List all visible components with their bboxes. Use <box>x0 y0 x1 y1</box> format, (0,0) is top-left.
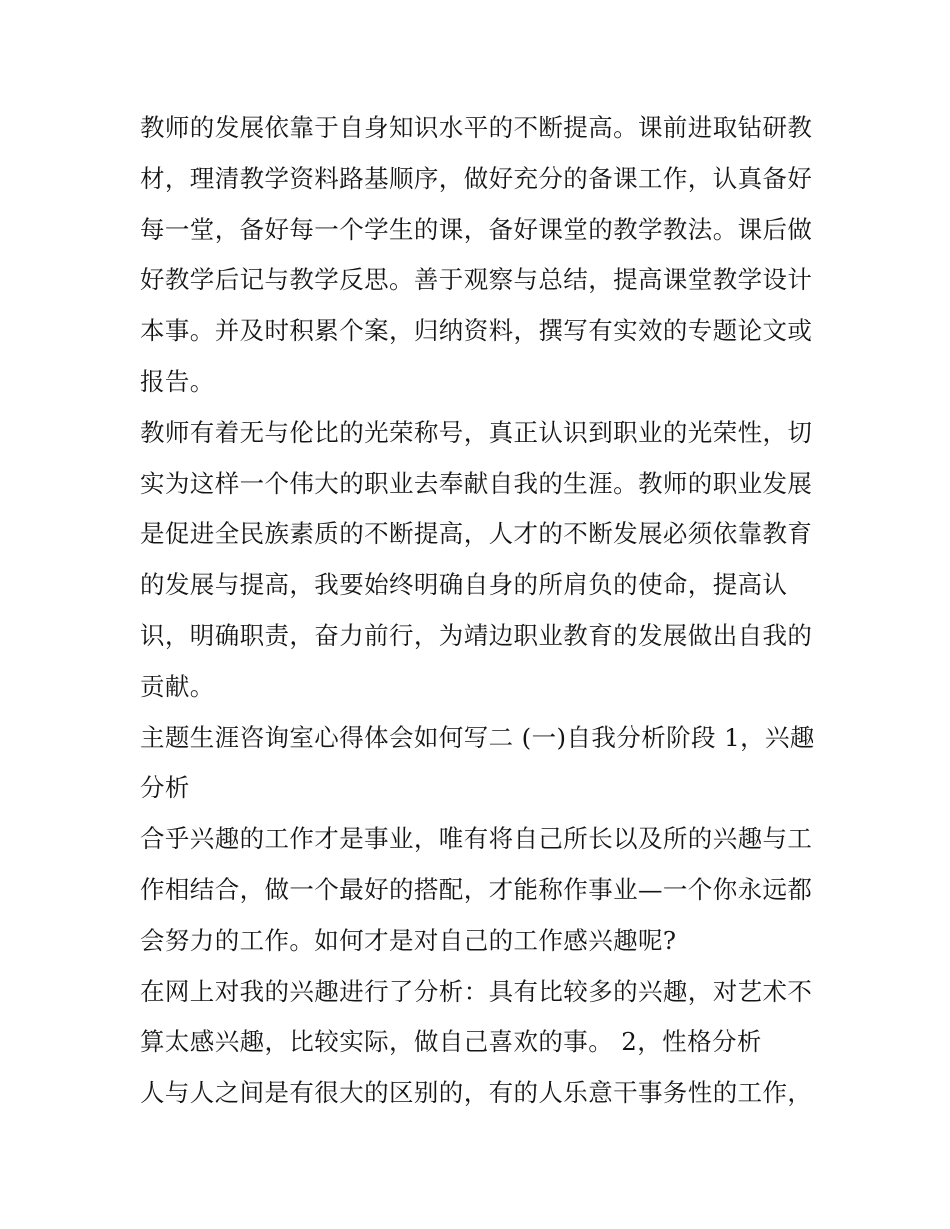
paragraph-teacher-honor: 教师有着无与伦比的光荣称号，真正认识到职业的光荣性，切实为这样一个伟大的职业去奉献自我的生涯。教师的职业发展是促进全民族素质的不断提高，人才的不断发展必须依靠教育的发展与提高，我要始终明确自身的所肩负的使命，提高认识，明确职责，奋力前行，为靖边职业教育的发展做出自我的贡献。 <box>140 417 813 701</box>
document-body <box>140 103 820 1119</box>
paragraph-personality-differences: 人与人之间是有很大的区别的，有的人乐意干事务性的工作， <box>140 1078 813 1108</box>
section-heading-interest-analysis: 主题生涯咨询室心得体会如何写二 (一)自我分析阶段 1，兴趣分析 <box>140 722 815 803</box>
paragraph-online-interest-test: 在网上对我的兴趣进行了分析：具有比较多的兴趣，对艺术不算太感兴趣，比较实际，做自己喜欢的事。 2，性格分析 <box>140 976 813 1057</box>
paragraph-teacher-self-improvement: 教师的发展依靠于自身知识水平的不断提高。课前进取钻研教材，理清教学资料路基顺序，做好充分的备课工作，认真备好每一堂，备好每一个学生的课，备好课堂的教学教法。课后做好教学后记与教学反思。善于观察与总结，提高课堂教学设计本事。并及时积累个案，归纳资料，撰写有实效的专题论文或报告。 <box>140 113 813 396</box>
paragraph-interest-and-career: 合乎兴趣的工作才是事业，唯有将自己所长以及所的兴趣与工作相结合，做一个最好的搭配，才能称作事业—一个你永远都会努力的工作。如何才是对自己的工作感兴趣呢? <box>140 824 813 955</box>
